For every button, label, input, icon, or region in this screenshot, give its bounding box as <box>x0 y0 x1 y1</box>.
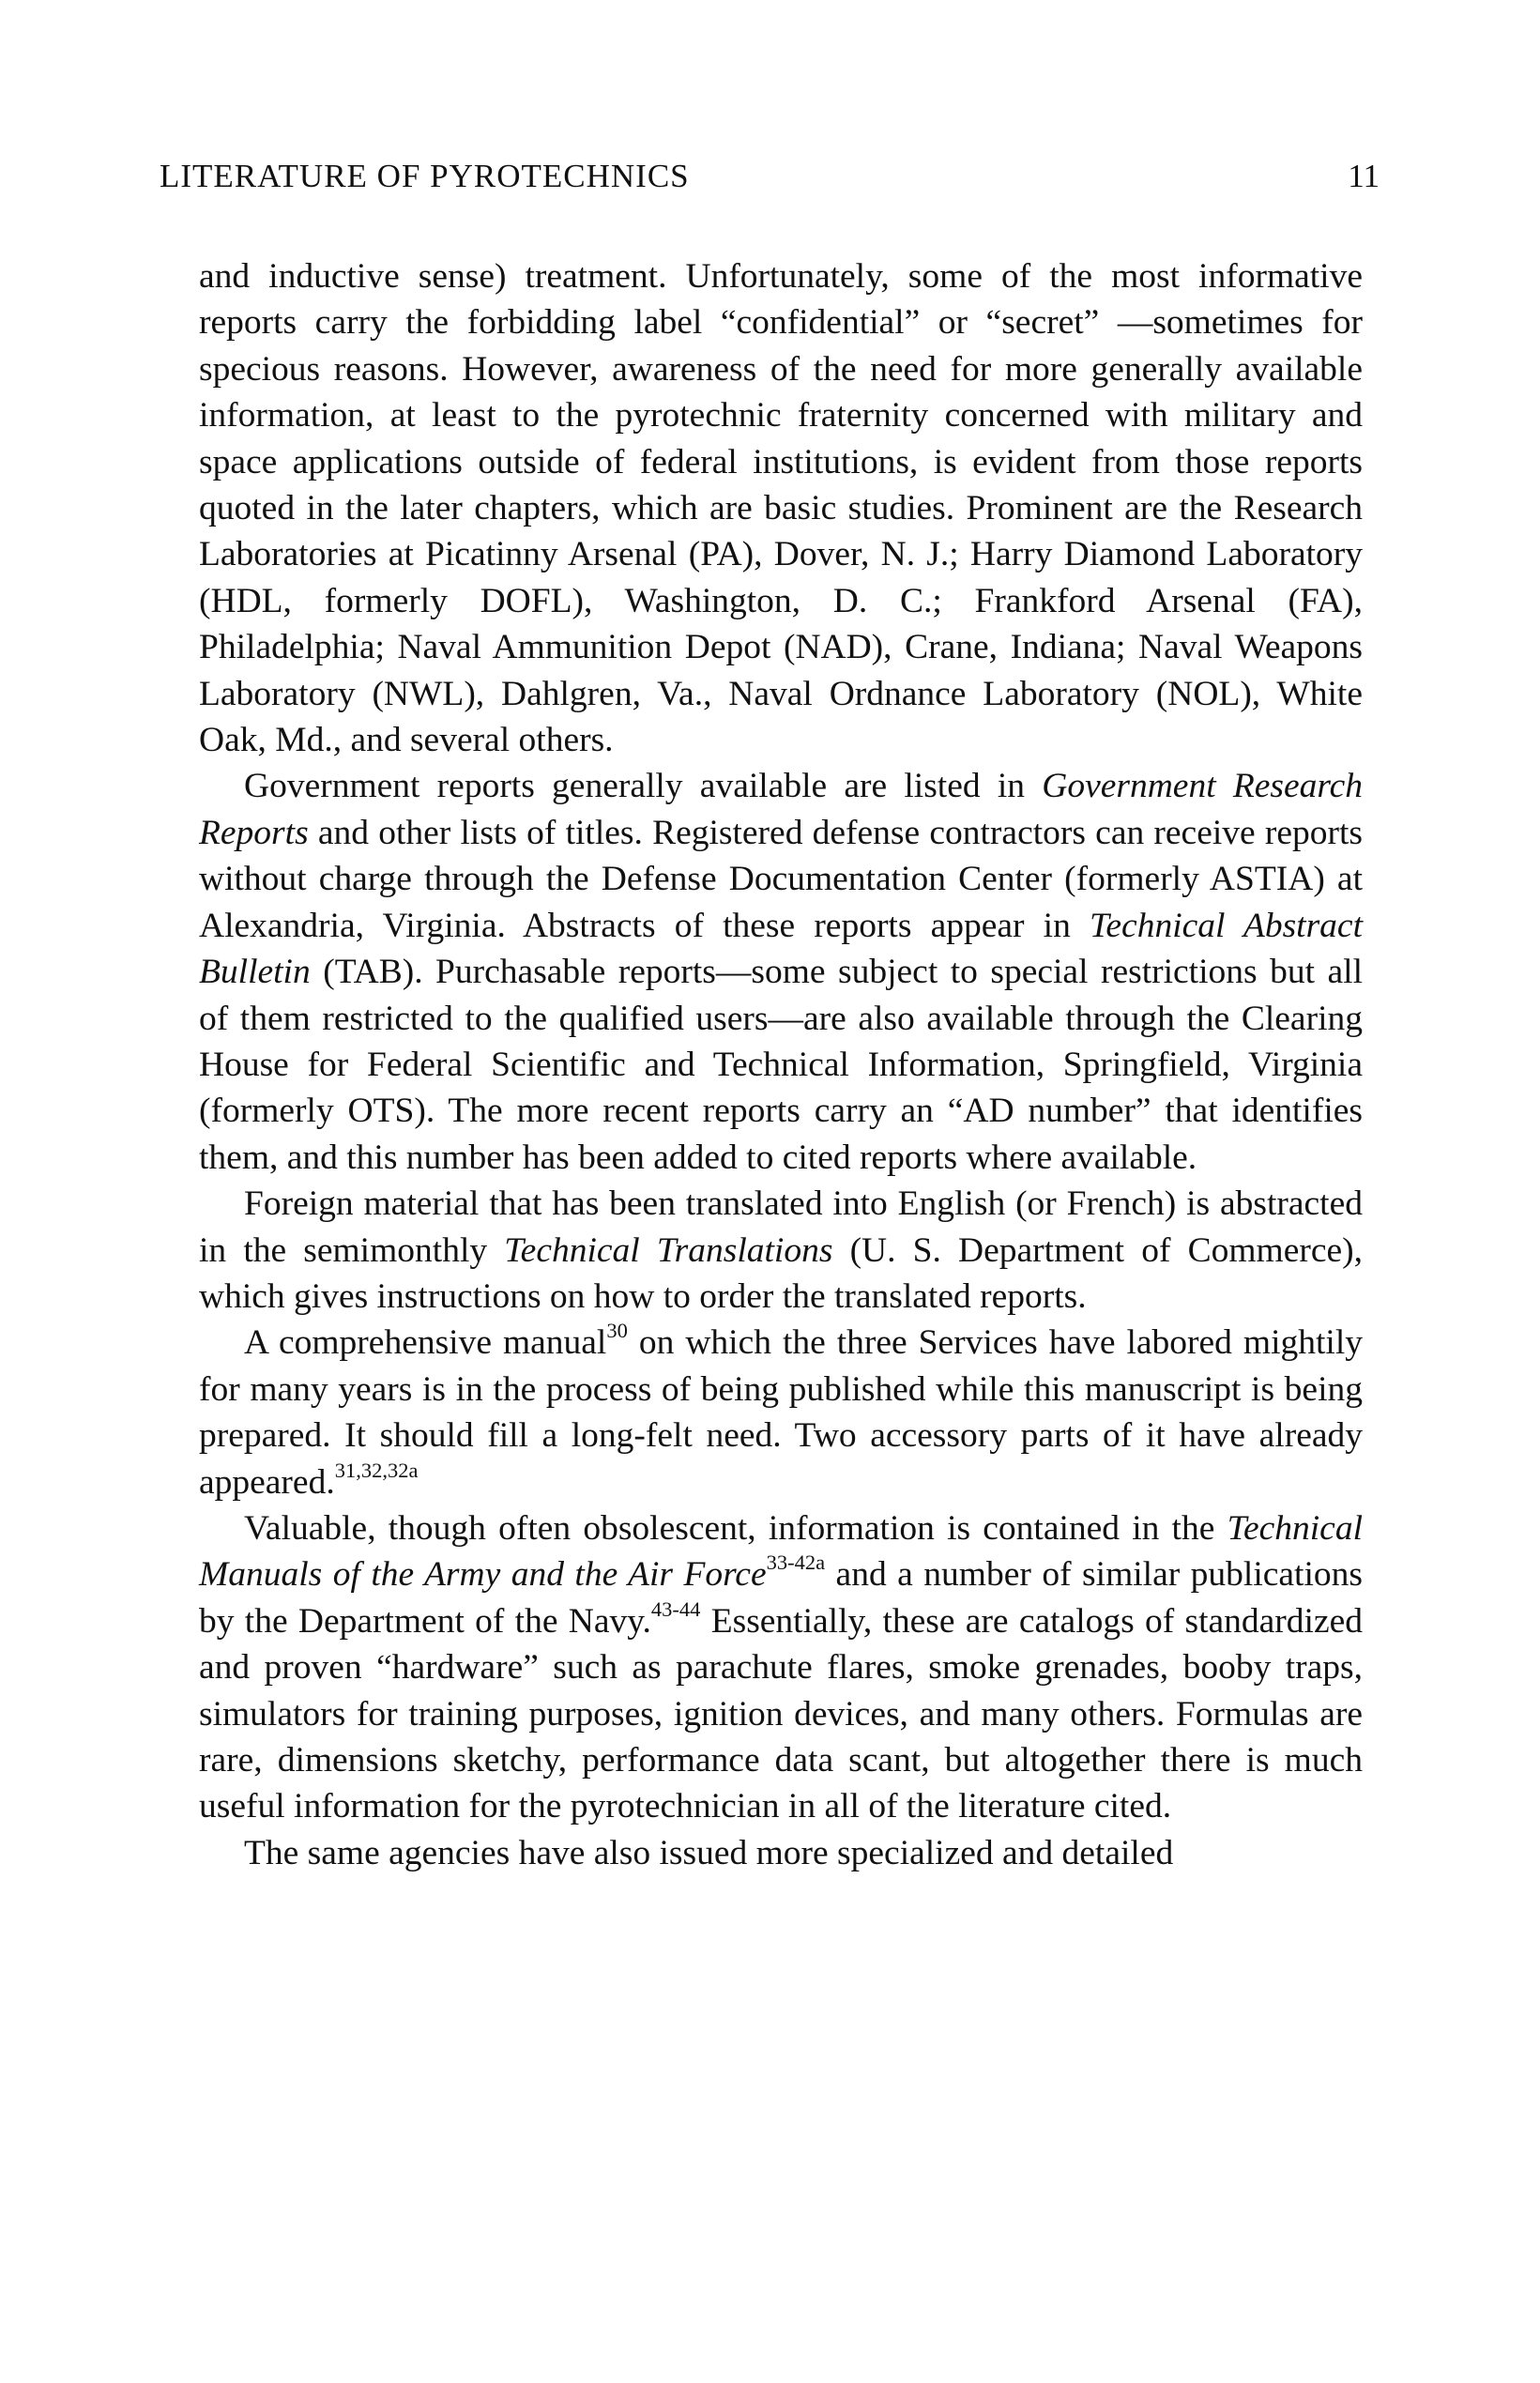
reference-marker: 33-42a <box>766 1550 826 1575</box>
reference-marker: 43-44 <box>650 1596 701 1621</box>
title-technical-translations: Technical Translations <box>504 1230 833 1270</box>
paragraph-continued: and inductive sense) treatment. Unfortunately, some of the most informative reports carry the forbidding label “confidential” or “secret” —sometimes for specious reasons. However, awareness of the need for more generally available information, at least to the pyrotechnic fraternity concerned with military and space applications outside of federal institutions, is evident from those reports quoted in the later chapters, which are basic studies. Prominent are the Research Laboratories at Picatinny Arsenal (PA), Dover, N. J.; Harry Diamond Laboratory (HDL, formerly DOFL), Washington, D. C.; Frankford Arsenal (FA), Philadelphia; Naval Ammunition Depot (NAD), Crane, Indiana; Naval Weapons Laboratory (NWL), Dahlgren, Va., Naval Ordnance Laboratory (NOL), White Oak, Md., and several others. <box>199 257 1363 760</box>
title-technical-abstract-bulletin: Technical Abstract Bulletin <box>199 906 1363 992</box>
running-head-title: LITERATURE OF PYROTECHNICS <box>160 158 690 194</box>
paragraph-government-reports: Government reports generally available are listed in Government Research Reports and other lists of titles. Registered defense contractors can receive reports without charge through the Defense Documentation Center (formerly ASTIA) at Alexandria, Virginia. Abstracts of these reports appear in Technical Abstract Bulletin (TAB). Purchasable reports—some subject to special restrictions but all of them restricted to the qualified users—are also available through the Clearing House for Federal Scientific and Technical Information, Springfield, Virginia (formerly OTS). The more recent reports carry an “AD number” that identifies them, and this number has been added to cited reports where available. <box>199 767 1363 1177</box>
page-number: 11 <box>1348 158 1380 194</box>
paragraph-technical-manuals: Valuable, though often obsolescent, information is contained in the Technical Manuals of the Army and the Air Force$^{33-42a}$ and a number of similar publications by the Department of the Navy.$^{43-44}$ Essentially, these are catalogs of standardized and proven “hardware” such as parachute flares, smoke grenades, booby traps, simulators for training purposes, ignition devices, and many others. Formulas are rare, dimensions sketchy, performance data scant, but altogether there is much useful information for the pyrotechnician in all of the literature cited. <box>199 1508 1363 1826</box>
running-head <box>160 158 1380 203</box>
body-text <box>199 253 1363 1876</box>
paragraph-comprehensive-manual: A comprehensive manual$^{30}$ on which the three Services have labored mightily for many years is in the process of being published while this manuscript is being prepared. It should fill a long-felt need. Two accessory parts of it have already appeared.$^{31,32,32a}$ <box>199 1319 1363 1502</box>
title-technical-manuals: Technical Manuals of the Army and the Air Force <box>199 1508 1363 1595</box>
paragraph-same-agencies: The same agencies have also issued more specialized and detailed <box>244 1833 1174 1872</box>
title-government-research-reports: Government Research Reports <box>199 767 1363 852</box>
reference-marker: 31,32,32a <box>334 1458 419 1482</box>
reference-marker: 30 <box>606 1319 628 1343</box>
paragraph-foreign-material: Foreign material that has been translated into English (or French) is abstracted in the semimonthly Technical Translations (U. S. Department of Commerce), which gives instructions on how to order the translated reports. <box>199 1184 1363 1316</box>
